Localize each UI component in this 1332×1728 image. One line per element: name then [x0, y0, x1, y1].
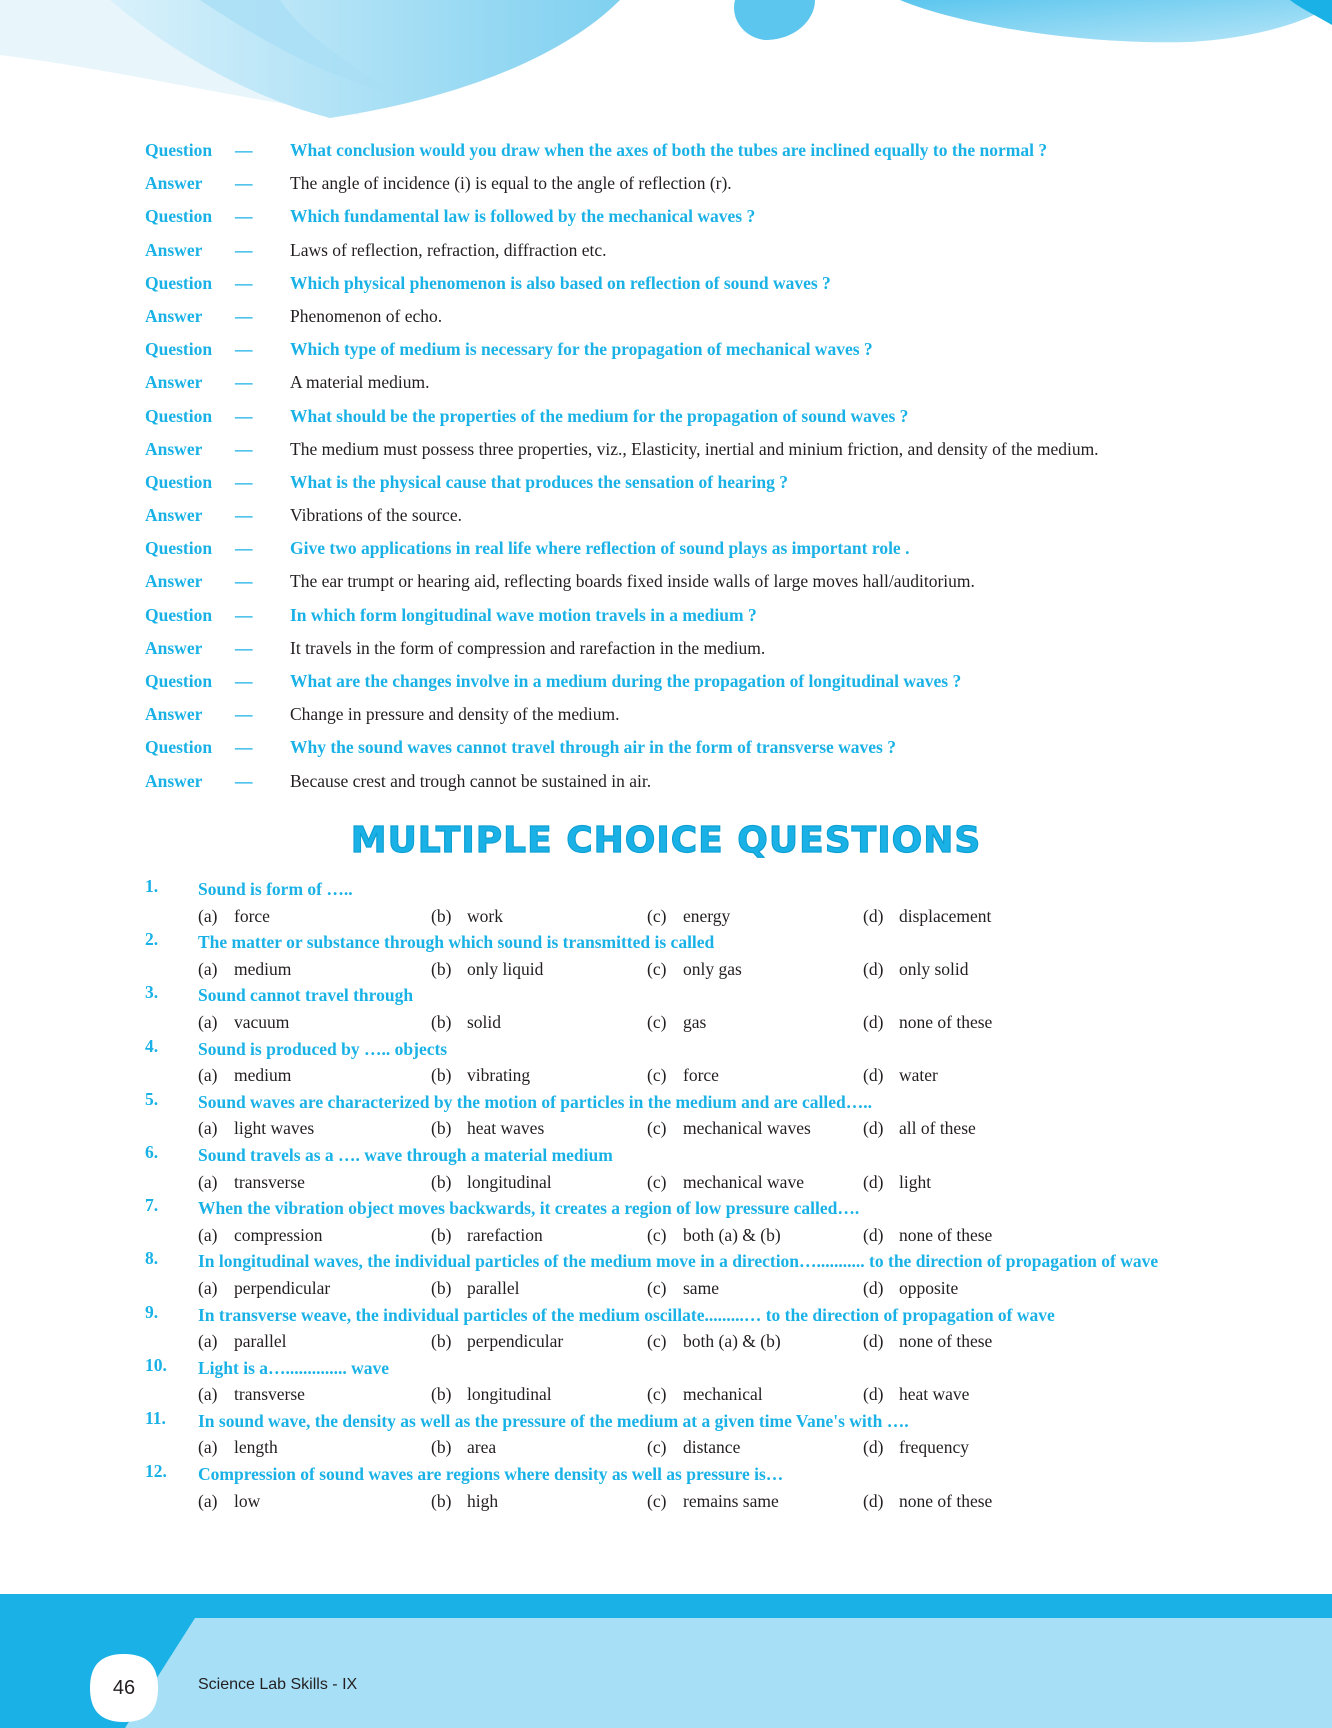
- question-text: Give two applications in real life where reflection of sound plays as important role .: [290, 538, 910, 559]
- answer-text: The medium must possess three properties, viz., Elasticity, inertial and minium friction, and density of the medium.: [290, 438, 1099, 459]
- option-a: [198, 903, 270, 930]
- option-letter: (b): [431, 1331, 452, 1352]
- option-letter: (c): [647, 905, 667, 926]
- dash: —: [235, 704, 253, 725]
- mcq-question-text: In longitudinal waves, the individual particles of the medium move in a direction…........... to the direction of propagation of wave: [198, 1251, 1159, 1272]
- option-letter: (c): [647, 958, 667, 979]
- option-d: [863, 1222, 992, 1249]
- option-letter: (a): [198, 1384, 218, 1405]
- option-text: displacement: [899, 905, 992, 926]
- question-label: Question: [145, 671, 213, 691]
- mcq-question-text: Sound waves are characterized by the motion of particles in the medium and are called…..: [198, 1091, 873, 1112]
- dash: —: [235, 405, 253, 426]
- option-letter: (c): [647, 1331, 667, 1352]
- option-a: [198, 1328, 286, 1355]
- mcq-question: [145, 1302, 1295, 1329]
- answer-label: Answer: [145, 770, 203, 791]
- option-text: perpendicular: [234, 1277, 331, 1298]
- option-a: [198, 1275, 330, 1302]
- mcq-question: [145, 1461, 1295, 1488]
- question-label: Question: [145, 737, 213, 758]
- option-d: [863, 1488, 992, 1515]
- option-text: light: [899, 1171, 932, 1192]
- dash: —: [235, 671, 253, 691]
- option-text: heat waves: [467, 1118, 545, 1139]
- option-letter: (a): [198, 905, 218, 926]
- option-text: energy: [683, 905, 731, 926]
- option-c: [647, 1115, 811, 1142]
- option-d: [863, 956, 969, 983]
- option-c: [647, 1488, 779, 1515]
- mcq-number: 6.: [145, 1141, 159, 1162]
- mcq-question: [145, 1089, 1295, 1116]
- question-label: Question: [145, 272, 213, 293]
- option-letter: (a): [198, 1277, 218, 1298]
- option-text: high: [467, 1490, 499, 1511]
- dash: —: [235, 471, 253, 492]
- option-text: perpendicular: [467, 1331, 564, 1352]
- mcq-options: [145, 1115, 1295, 1142]
- option-text: low: [234, 1490, 261, 1511]
- option-c: [647, 1222, 781, 1249]
- qa-answer-row: [145, 704, 1295, 737]
- option-text: only liquid: [467, 958, 544, 979]
- option-text: remains same: [683, 1490, 779, 1511]
- answer-label: Answer: [145, 173, 203, 194]
- mcq-question: [145, 1248, 1295, 1275]
- option-b: [431, 1275, 519, 1302]
- option-text: force: [234, 905, 270, 926]
- option-b: [431, 1488, 498, 1515]
- question-text: Why the sound waves cannot travel through air in the form of transverse waves ?: [290, 737, 896, 758]
- option-b: [431, 1009, 501, 1036]
- option-letter: (b): [431, 1224, 452, 1245]
- option-a: [198, 1009, 289, 1036]
- mcq-question-text: Sound is produced by ….. objects: [198, 1038, 448, 1059]
- qa-answer-row: [145, 372, 1295, 405]
- option-letter: (a): [198, 1011, 218, 1032]
- option-text: frequency: [899, 1437, 969, 1458]
- qa-answer-row: [145, 571, 1295, 604]
- option-letter: (d): [863, 1224, 884, 1245]
- option-letter: (a): [198, 1224, 218, 1245]
- qa-question-row: [145, 605, 1295, 638]
- option-letter: (b): [431, 1490, 452, 1511]
- option-b: [431, 1115, 544, 1142]
- option-text: none of these: [899, 1011, 993, 1032]
- question-label: Question: [145, 604, 213, 625]
- option-text: mechanical: [683, 1384, 763, 1405]
- question-text: Which fundamental law is followed by the mechanical waves ?: [290, 206, 756, 227]
- option-letter: (a): [198, 1331, 218, 1352]
- option-a: [198, 1434, 278, 1461]
- option-text: work: [467, 905, 503, 926]
- mcq-options: [145, 903, 1295, 930]
- option-a: [198, 1381, 305, 1408]
- option-letter: (b): [431, 1437, 452, 1458]
- dash: —: [235, 737, 253, 758]
- dash: —: [235, 604, 253, 625]
- mcq-section-title: MULTIPLE CHOICE QUESTIONS: [350, 820, 982, 861]
- question-label: Question: [145, 471, 213, 492]
- mcq-question-text: When the vibration object moves backwards, it creates a region of low pressure called….: [198, 1198, 860, 1219]
- option-b: [431, 903, 503, 930]
- mcq-options: [145, 1009, 1295, 1036]
- question-label: Question: [145, 206, 213, 227]
- header-wave-decoration: [0, 0, 1332, 130]
- option-letter: (d): [863, 958, 884, 979]
- mcq-number: 3.: [145, 982, 159, 1003]
- mcq-question-text: Sound cannot travel through: [198, 985, 414, 1006]
- answer-text: A material medium.: [290, 372, 430, 393]
- mcq-question: [145, 1408, 1295, 1435]
- page-footer: [0, 1594, 1332, 1728]
- dash: —: [235, 339, 253, 360]
- mcq-number: 11.: [145, 1407, 166, 1428]
- mcq-question-text: The matter or substance through which sound is transmitted is called: [198, 932, 715, 953]
- mcq-question-text: In sound wave, the density as well as the pressure of the medium at a given time Vane's with ….: [198, 1410, 909, 1431]
- dash: —: [235, 206, 253, 227]
- question-text: What is the physical cause that produces the sensation of hearing ?: [290, 471, 788, 492]
- dash: —: [235, 571, 253, 592]
- mcq-number: 5.: [145, 1088, 159, 1109]
- qa-answer-row: [145, 240, 1295, 273]
- option-b: [431, 1222, 543, 1249]
- option-letter: (d): [863, 1384, 884, 1405]
- qa-question-row: [145, 472, 1295, 505]
- mcq-list: [145, 876, 1295, 1514]
- option-letter: (d): [863, 1065, 884, 1086]
- option-b: [431, 1434, 496, 1461]
- option-a: [198, 1169, 305, 1196]
- mcq-question-text: Sound travels as a …. wave through a material medium: [198, 1144, 613, 1165]
- dash: —: [235, 438, 253, 459]
- mcq-question: [145, 1142, 1295, 1169]
- mcq-options: [145, 1328, 1295, 1355]
- option-text: only gas: [683, 958, 742, 979]
- option-letter: (d): [863, 1277, 884, 1298]
- option-text: area: [467, 1437, 497, 1458]
- option-letter: (b): [431, 1277, 452, 1298]
- dash: —: [235, 239, 253, 260]
- answer-text: Laws of reflection, refraction, diffraction etc.: [290, 239, 607, 260]
- mcq-number: 8.: [145, 1248, 159, 1269]
- dash: —: [235, 372, 253, 393]
- mcq-question: [145, 1355, 1295, 1382]
- option-text: vacuum: [234, 1011, 290, 1032]
- answer-text: The angle of incidence (i) is equal to the angle of reflection (r).: [290, 173, 732, 194]
- qa-question-row: [145, 273, 1295, 306]
- option-letter: (c): [647, 1224, 667, 1245]
- footer-accent-bar: [0, 1594, 1332, 1618]
- option-a: [198, 1115, 314, 1142]
- answer-text: Vibrations of the source.: [290, 505, 462, 526]
- option-a: [198, 1488, 260, 1515]
- option-letter: (c): [647, 1011, 667, 1032]
- option-letter: (d): [863, 1490, 884, 1511]
- option-letter: (a): [198, 1065, 218, 1086]
- mcq-options: [145, 1062, 1295, 1089]
- option-text: mechanical wave: [683, 1171, 804, 1192]
- option-b: [431, 1062, 530, 1089]
- qa-question-row: [145, 538, 1295, 571]
- question-label: Question: [145, 405, 213, 426]
- option-text: same: [683, 1277, 719, 1298]
- mcq-options: [145, 1381, 1295, 1408]
- mcq-options: [145, 1488, 1295, 1515]
- dash: —: [235, 140, 253, 160]
- option-letter: (a): [198, 1171, 218, 1192]
- qa-answer-row: [145, 771, 1295, 804]
- qa-question-row: [145, 140, 1295, 173]
- option-letter: (a): [198, 1437, 218, 1458]
- option-letter: (b): [431, 1011, 452, 1032]
- option-c: [647, 1062, 719, 1089]
- option-letter: (a): [198, 1118, 218, 1139]
- option-text: only solid: [899, 958, 969, 979]
- mcq-options: [145, 1222, 1295, 1249]
- option-letter: (d): [863, 1437, 884, 1458]
- answer-text: Phenomenon of echo.: [290, 305, 443, 326]
- dash: —: [235, 770, 253, 791]
- qa-answer-row: [145, 173, 1295, 206]
- mcq-question: [145, 1036, 1295, 1063]
- qa-answer-row: [145, 505, 1295, 538]
- option-a: [198, 1062, 291, 1089]
- option-letter: (c): [647, 1065, 667, 1086]
- mcq-question-text: Light is a….............. wave: [198, 1357, 390, 1378]
- dash: —: [235, 272, 253, 293]
- option-letter: (b): [431, 958, 452, 979]
- question-label: Question: [145, 140, 213, 160]
- answer-text: Change in pressure and density of the medium.: [290, 704, 620, 725]
- option-letter: (b): [431, 1065, 452, 1086]
- option-text: transverse: [234, 1171, 305, 1192]
- answer-label: Answer: [145, 438, 203, 459]
- mcq-number: 1.: [145, 876, 159, 896]
- mcq-number: 10.: [145, 1354, 167, 1375]
- option-d: [863, 1062, 938, 1089]
- option-letter: (d): [863, 1331, 884, 1352]
- option-letter: (b): [431, 905, 452, 926]
- option-text: rarefaction: [467, 1224, 543, 1245]
- option-c: [647, 1328, 781, 1355]
- option-c: [647, 1009, 706, 1036]
- option-text: all of these: [899, 1118, 976, 1139]
- option-text: length: [234, 1437, 278, 1458]
- option-letter: (c): [647, 1118, 667, 1139]
- option-d: [863, 903, 991, 930]
- option-text: none of these: [899, 1490, 993, 1511]
- qa-question-row: [145, 206, 1295, 239]
- qa-question-row: [145, 671, 1295, 704]
- option-text: heat wave: [899, 1384, 970, 1405]
- question-label: Question: [145, 339, 213, 360]
- option-d: [863, 1381, 969, 1408]
- option-text: none of these: [899, 1331, 993, 1352]
- option-b: [431, 1328, 563, 1355]
- answer-label: Answer: [145, 571, 203, 592]
- mcq-number: 12.: [145, 1461, 167, 1482]
- option-d: [863, 1169, 931, 1196]
- mcq-options: [145, 956, 1295, 983]
- option-letter: (b): [431, 1384, 452, 1405]
- option-text: parallel: [467, 1277, 520, 1298]
- answer-text: Because crest and trough cannot be sustained in air.: [290, 770, 652, 791]
- answer-label: Answer: [145, 505, 203, 526]
- option-text: medium: [234, 958, 292, 979]
- question-text: In which form longitudinal wave motion travels in a medium ?: [290, 604, 757, 625]
- option-text: medium: [234, 1065, 292, 1086]
- option-letter: (d): [863, 1171, 884, 1192]
- option-text: light waves: [234, 1118, 315, 1139]
- option-text: both (a) & (b): [683, 1224, 781, 1245]
- mcq-question: [145, 1195, 1295, 1222]
- dash: —: [235, 538, 253, 559]
- option-letter: (b): [431, 1171, 452, 1192]
- option-text: force: [683, 1065, 719, 1086]
- option-text: parallel: [234, 1331, 287, 1352]
- dash: —: [235, 637, 253, 658]
- option-text: longitudinal: [467, 1384, 552, 1405]
- option-d: [863, 1009, 992, 1036]
- option-text: vibrating: [467, 1065, 531, 1086]
- option-letter: (b): [431, 1118, 452, 1139]
- question-text: What are the changes involve in a medium during the propagation of longitudinal waves ?: [290, 671, 962, 691]
- dash: —: [235, 173, 253, 194]
- option-text: mechanical waves: [683, 1118, 811, 1139]
- mcq-options: [145, 1434, 1295, 1461]
- question-text: What should be the properties of the medium for the propagation of sound waves ?: [290, 405, 909, 426]
- option-b: [431, 956, 543, 983]
- option-text: transverse: [234, 1384, 305, 1405]
- page-number: 46: [112, 1677, 136, 1699]
- question-text: What conclusion would you draw when the axes of both the tubes are inclined equally to the normal ?: [290, 140, 1048, 160]
- option-letter: (c): [647, 1171, 667, 1192]
- option-c: [647, 1169, 804, 1196]
- option-letter: (a): [198, 958, 218, 979]
- option-text: none of these: [899, 1224, 993, 1245]
- question-text: Which physical phenomenon is also based on reflection of sound waves ?: [290, 272, 831, 293]
- option-a: [198, 1222, 322, 1249]
- mcq-number: 4.: [145, 1035, 159, 1056]
- mcq-question-text: Sound is form of …..: [198, 879, 353, 899]
- answer-text: It travels in the form of compression and rarefaction in the medium.: [290, 637, 766, 658]
- answer-label: Answer: [145, 372, 203, 393]
- option-d: [863, 1275, 958, 1302]
- dash: —: [235, 305, 253, 326]
- answer-label: Answer: [145, 637, 203, 658]
- qa-answer-row: [145, 439, 1295, 472]
- question-label: Question: [145, 538, 213, 559]
- option-d: [863, 1328, 992, 1355]
- mcq-question: [145, 982, 1295, 1009]
- option-text: gas: [683, 1011, 707, 1032]
- option-text: longitudinal: [467, 1171, 552, 1192]
- question-text: Which type of medium is necessary for the propagation of mechanical waves ?: [290, 339, 873, 360]
- option-c: [647, 1434, 740, 1461]
- option-letter: (d): [863, 1011, 884, 1032]
- option-letter: (c): [647, 1384, 667, 1405]
- qa-answer-row: [145, 306, 1295, 339]
- mcq-number: 7.: [145, 1195, 159, 1216]
- option-letter: (a): [198, 1490, 218, 1511]
- option-c: [647, 1381, 763, 1408]
- option-text: solid: [467, 1011, 502, 1032]
- qa-question-row: [145, 737, 1295, 770]
- answer-label: Answer: [145, 239, 203, 260]
- answer-label: Answer: [145, 305, 203, 326]
- option-letter: (d): [863, 905, 884, 926]
- qa-question-row: [145, 406, 1295, 439]
- option-letter: (c): [647, 1437, 667, 1458]
- mcq-number: 9.: [145, 1301, 159, 1322]
- mcq-question-text: In transverse weave, the individual particles of the medium oscillate.........… to the direction of propagation of wave: [198, 1304, 1055, 1325]
- option-text: distance: [683, 1437, 741, 1458]
- option-b: [431, 1169, 552, 1196]
- option-c: [647, 1275, 719, 1302]
- mcq-question-text: Compression of sound waves are regions where density as well as pressure is…: [198, 1464, 784, 1485]
- mcq-number: 2.: [145, 929, 159, 950]
- option-letter: (d): [863, 1118, 884, 1139]
- option-c: [647, 956, 742, 983]
- question-answer-section: [145, 140, 1295, 804]
- qa-answer-row: [145, 638, 1295, 671]
- book-title: Science Lab Skills - IX: [198, 1676, 358, 1693]
- option-text: opposite: [899, 1277, 959, 1298]
- option-text: both (a) & (b): [683, 1331, 781, 1352]
- option-c: [647, 903, 730, 930]
- mcq-options: [145, 1275, 1295, 1302]
- qa-question-row: [145, 339, 1295, 372]
- option-d: [863, 1434, 969, 1461]
- option-text: compression: [234, 1224, 323, 1245]
- dash: —: [235, 505, 253, 526]
- mcq-question: [145, 876, 1295, 903]
- answer-label: Answer: [145, 704, 203, 725]
- option-a: [198, 956, 291, 983]
- option-d: [863, 1115, 976, 1142]
- option-letter: (c): [647, 1490, 667, 1511]
- option-text: water: [899, 1065, 938, 1086]
- mcq-options: [145, 1169, 1295, 1196]
- option-letter: (c): [647, 1277, 667, 1298]
- answer-text: The ear trumpt or hearing aid, reflecting boards fixed inside walls of large moves hall/auditorium.: [290, 571, 975, 592]
- option-b: [431, 1381, 552, 1408]
- mcq-question: [145, 929, 1295, 956]
